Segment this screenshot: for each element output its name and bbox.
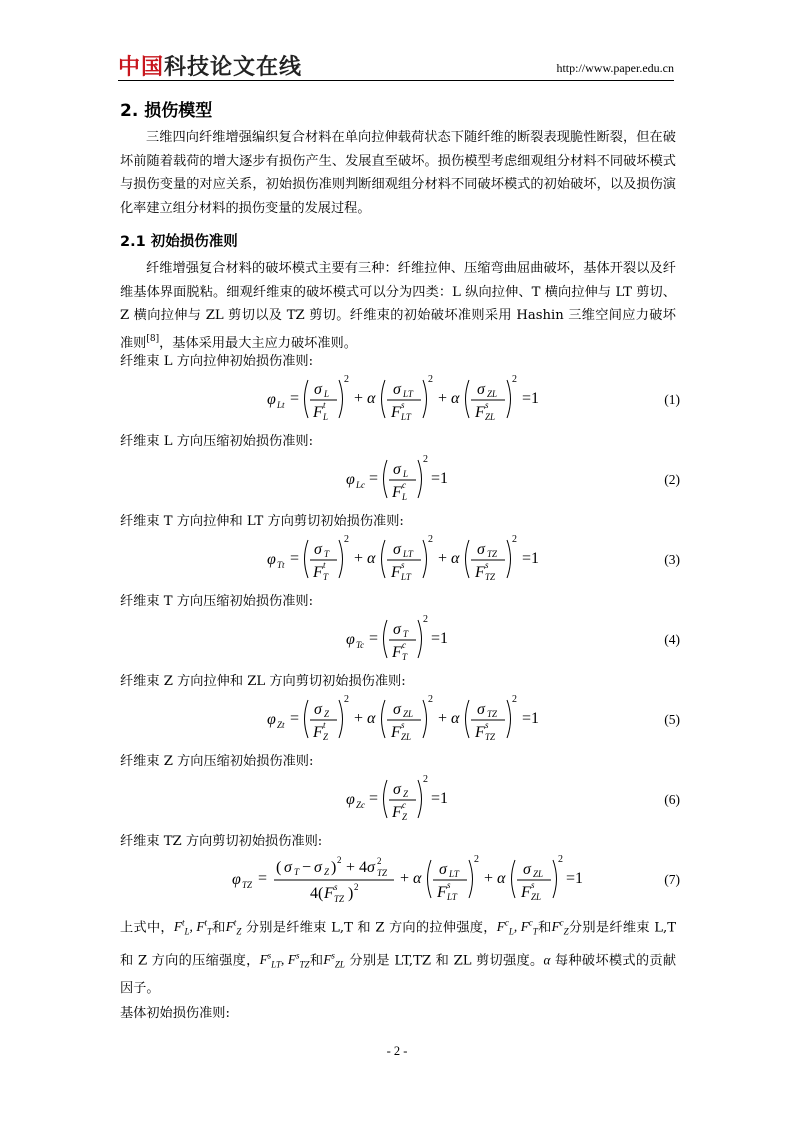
svg-text:2: 2 <box>512 374 517 385</box>
equation-3 <box>240 532 680 586</box>
svg-text:L: L <box>323 412 329 422</box>
svg-text:): ) <box>348 885 354 902</box>
symbol-compressive-strengths: $F^c_L$, $F^c_T$ <box>496 918 538 938</box>
logo-text-red: 中国 <box>118 55 165 80</box>
subsection-title: 2.1 初始损伤准则 <box>120 234 238 250</box>
svg-text:LT: LT <box>403 389 413 399</box>
equation-7-formula <box>232 852 584 908</box>
explanation-text-7: 模式的贡献因子。 <box>120 952 677 997</box>
svg-text:φ: φ <box>346 791 355 808</box>
svg-text:F: F <box>392 804 402 821</box>
svg-text:c: c <box>402 800 406 810</box>
svg-text:(: ( <box>276 859 282 876</box>
svg-text:ZL: ZL <box>531 892 542 902</box>
svg-text:Zc: Zc <box>356 800 365 810</box>
criterion-label-2: 纤维束 L 方向压缩初始损伤准则: <box>120 434 314 449</box>
svg-text:2: 2 <box>344 694 349 705</box>
criterion-label-4: 纤维束 T 方向压缩初始损伤准则: <box>120 594 314 609</box>
svg-text:+: + <box>354 390 364 407</box>
svg-text:2: 2 <box>428 374 433 385</box>
svg-text:s: s <box>401 400 405 410</box>
svg-text:Z: Z <box>403 789 409 799</box>
svg-text:ZL: ZL <box>533 869 544 879</box>
journal-logo <box>118 50 302 81</box>
equation-2 <box>240 452 680 506</box>
header-url[interactable]: http://www.paper.edu.cn <box>556 61 674 75</box>
svg-text:α: α <box>451 390 460 407</box>
svg-text:F: F <box>475 564 485 581</box>
svg-text:Z: Z <box>324 867 330 877</box>
equation-number-1: (1) <box>664 392 680 407</box>
svg-text:σ: σ <box>314 701 322 718</box>
svg-text:L: L <box>402 492 408 502</box>
svg-text:α: α <box>367 710 376 727</box>
svg-text:2: 2 <box>512 534 517 545</box>
explanation-text-4: 束 L,T 和 Z 方向的压缩强度， <box>120 920 677 968</box>
svg-text:+: + <box>354 710 364 727</box>
equation-1-formula <box>240 372 540 426</box>
symbol-alpha: α <box>543 951 551 967</box>
svg-text:α: α <box>367 390 376 407</box>
svg-text:Lc: Lc <box>356 480 365 490</box>
criterion-label-6: 纤维束 Z 方向压缩初始损伤准则: <box>120 754 314 769</box>
svg-text:σ: σ <box>393 701 401 718</box>
svg-text:ZL: ZL <box>485 412 496 422</box>
svg-text:F: F <box>437 884 447 901</box>
svg-text:α: α <box>497 870 506 887</box>
intro-paragraph: 三维四向纤维增强编织复合材料在单向拉伸载荷状态下随纤维的断裂表现脆性断裂，但在破坏前随着载荷的增大逐步有损伤产生、发展直至破坏。损伤模型考虑细观组分材料不同破坏模式与损伤变量的对应关系，初始损伤准则判断细观组分材料不同破坏模式的初始破坏，以及损伤演化率建立组分材料的损伤变量的发展过程。 <box>120 130 676 216</box>
explanation-text-2: 分别是纤维束 L,T 和 Z 方向的拉伸强度， <box>241 920 497 936</box>
svg-text:2: 2 <box>354 882 359 892</box>
svg-text:F: F <box>391 564 401 581</box>
and-word-1: 和 <box>211 920 226 936</box>
svg-text:): ) <box>331 859 337 876</box>
symbol-shear-zl: $F^s_{ZL}$ <box>323 950 345 970</box>
criterion-label-7: 纤维束 TZ 方向剪切初始损伤准则: <box>120 834 323 849</box>
svg-text:σ: σ <box>523 861 531 878</box>
svg-text:TZ: TZ <box>334 894 345 904</box>
svg-text:s: s <box>485 400 489 410</box>
svg-text:σ: σ <box>393 381 401 398</box>
section-title: 2. 损伤模型 <box>120 101 213 121</box>
svg-text:φ: φ <box>346 631 355 648</box>
equation-4-formula <box>240 612 480 666</box>
svg-text:=1: =1 <box>431 630 449 647</box>
equation-number-4: (4) <box>664 632 680 647</box>
svg-text:T: T <box>324 549 330 559</box>
criterion-label-1: 纤维束 L 方向拉伸初始损伤准则: <box>120 354 314 369</box>
explanation-text-1: 上式中， <box>120 920 174 936</box>
svg-text:Z: Z <box>323 732 329 742</box>
explanation-paragraph <box>120 912 676 1001</box>
svg-text:φ: φ <box>267 551 276 568</box>
svg-text:4(: 4( <box>310 885 324 902</box>
equation-6-formula <box>240 772 480 826</box>
svg-text:σ: σ <box>393 461 401 478</box>
svg-text:TZ: TZ <box>242 880 253 890</box>
svg-text:=: = <box>290 390 300 407</box>
svg-text:α: α <box>413 870 422 887</box>
svg-text:=: = <box>290 710 300 727</box>
svg-text:F: F <box>313 404 323 421</box>
svg-text:2: 2 <box>344 534 349 545</box>
svg-text:σ: σ <box>284 859 292 876</box>
svg-text:=1: =1 <box>566 870 584 887</box>
svg-text:F: F <box>391 724 401 741</box>
svg-text:=: = <box>369 790 379 807</box>
equation-5 <box>240 692 680 746</box>
equation-number-5: (5) <box>664 712 680 727</box>
svg-text:φ: φ <box>346 471 355 488</box>
svg-text:σ: σ <box>477 701 485 718</box>
equation-number-7: (7) <box>664 872 680 887</box>
svg-text:2: 2 <box>423 774 428 785</box>
svg-text:ZL: ZL <box>401 732 412 742</box>
svg-text:T: T <box>323 572 329 582</box>
paragraph-text: 纤维增强复合材料的破坏模式主要有三种：纤维拉伸、压缩弯曲屈曲破坏，基体开裂以及纤维基体界面脱粘。细观纤维束的破坏模式可以分为四类：L 纵向拉伸、T 横向拉伸与 LT 剪切、Z 横向拉伸与 ZL 剪切以及 TZ 剪切。纤维束的初始破坏准则采用 Hashin 三维空间应力破坏准则 <box>120 261 676 351</box>
symbol-tensile-z: $F^t_Z$ <box>225 918 242 938</box>
svg-text:LT: LT <box>401 572 411 582</box>
svg-text:σ: σ <box>314 381 322 398</box>
svg-text:σ: σ <box>393 621 401 638</box>
svg-text:TZ: TZ <box>487 549 498 559</box>
equation-7 <box>232 852 680 908</box>
svg-text:2: 2 <box>558 854 563 865</box>
svg-text:TZ: TZ <box>485 732 496 742</box>
svg-text:+: + <box>400 870 410 887</box>
svg-text:Z: Z <box>324 709 330 719</box>
svg-text:+: + <box>438 390 448 407</box>
svg-text:2: 2 <box>337 855 342 865</box>
symbol-compressive-z: $F^c_Z$ <box>551 918 569 938</box>
svg-text:σ: σ <box>367 859 375 876</box>
svg-text:TZ: TZ <box>377 868 388 878</box>
svg-text:T: T <box>294 867 300 877</box>
svg-text:T: T <box>402 652 408 662</box>
svg-text:=: = <box>369 470 379 487</box>
svg-text:+: + <box>484 870 494 887</box>
explanation-text-3: 分别是纤维 <box>568 920 637 936</box>
svg-text:=: = <box>258 870 268 887</box>
svg-text:=1: =1 <box>431 790 449 807</box>
svg-text:L: L <box>324 389 330 399</box>
paragraph-text-end: ，基体采用最大主应力破坏准则。 <box>159 335 357 351</box>
svg-text:σ: σ <box>439 861 447 878</box>
svg-text:σ: σ <box>314 859 322 876</box>
equation-3-formula <box>240 532 540 586</box>
svg-text:s: s <box>334 882 338 892</box>
svg-text:s: s <box>485 720 489 730</box>
svg-text:2: 2 <box>344 374 349 385</box>
explanation-text-6: 每种破坏 <box>550 952 609 968</box>
svg-text:t: t <box>323 720 326 730</box>
svg-text:α: α <box>451 550 460 567</box>
page-header <box>118 52 674 81</box>
svg-text:=1: =1 <box>522 390 540 407</box>
svg-text:2: 2 <box>428 534 433 545</box>
svg-text:2: 2 <box>428 694 433 705</box>
svg-text:s: s <box>401 560 405 570</box>
svg-text:2: 2 <box>474 854 479 865</box>
svg-text:t: t <box>323 400 326 410</box>
svg-text:LT: LT <box>449 869 459 879</box>
svg-text:+: + <box>438 710 448 727</box>
explanation-text-5: 分别是 LT,TZ 和 ZL 剪切强度。 <box>344 952 544 968</box>
svg-text:Tt: Tt <box>277 560 285 570</box>
svg-text:2: 2 <box>377 856 382 866</box>
svg-text:ZL: ZL <box>403 709 414 719</box>
equation-6 <box>240 772 680 826</box>
svg-text:α: α <box>451 710 460 727</box>
criterion-label-5: 纤维束 Z 方向拉伸和 ZL 方向剪切初始损伤准则: <box>120 674 406 689</box>
subsection-paragraph <box>120 257 676 355</box>
symbol-tensile-strengths: $F^t_L$, $F^t_T$ <box>173 918 212 938</box>
equation-5-formula <box>240 692 540 746</box>
svg-text:σ: σ <box>393 781 401 798</box>
svg-text:Z: Z <box>402 812 408 822</box>
svg-text:Lt: Lt <box>277 400 285 410</box>
svg-text:F: F <box>392 644 402 661</box>
criterion-label-3: 纤维束 T 方向拉伸和 LT 方向剪切初始损伤准则: <box>120 514 404 529</box>
svg-text:=1: =1 <box>522 550 540 567</box>
svg-text:ZL: ZL <box>487 389 498 399</box>
svg-text:2: 2 <box>423 454 428 465</box>
citation[interactable]: [8] <box>146 333 160 344</box>
svg-text:φ: φ <box>232 871 241 888</box>
svg-text:=: = <box>369 630 379 647</box>
svg-text:F: F <box>521 884 531 901</box>
svg-text:=: = <box>290 550 300 567</box>
svg-text:φ: φ <box>267 711 276 728</box>
svg-text:σ: σ <box>314 541 322 558</box>
svg-text:σ: σ <box>393 541 401 558</box>
svg-text:F: F <box>391 404 401 421</box>
svg-text:−: − <box>302 859 312 876</box>
svg-text:=1: =1 <box>522 710 540 727</box>
equation-1 <box>240 372 680 426</box>
matrix-criterion-label: 基体初始损伤准则: <box>120 1006 230 1021</box>
page-number: - 2 - <box>386 1044 408 1058</box>
svg-text:F: F <box>313 724 323 741</box>
and-word-3: 和 <box>309 952 324 968</box>
svg-text:c: c <box>402 480 406 490</box>
equation-number-6: (6) <box>664 792 680 807</box>
svg-text:c: c <box>402 640 406 650</box>
svg-text:F: F <box>475 404 485 421</box>
svg-text:LT: LT <box>403 549 413 559</box>
svg-text:s: s <box>531 880 535 890</box>
svg-text:F: F <box>475 724 485 741</box>
svg-text:φ: φ <box>267 391 276 408</box>
svg-text:2: 2 <box>512 694 517 705</box>
svg-text:Zt: Zt <box>277 720 285 730</box>
svg-text:s: s <box>485 560 489 570</box>
svg-text:s: s <box>401 720 405 730</box>
svg-text:F: F <box>392 484 402 501</box>
svg-text:TZ: TZ <box>485 572 496 582</box>
svg-text:+ 4: + 4 <box>346 859 368 876</box>
svg-text:σ: σ <box>477 541 485 558</box>
svg-text:2: 2 <box>423 614 428 625</box>
equation-number-2: (2) <box>664 472 680 487</box>
symbol-shear-strengths: $F^s_{LT}$, $F^s_{TZ}$ <box>259 950 310 970</box>
svg-text:T: T <box>403 629 409 639</box>
svg-text:LT: LT <box>447 892 457 902</box>
svg-text:F: F <box>324 885 334 902</box>
svg-text:L: L <box>403 469 409 479</box>
svg-text:t: t <box>323 560 326 570</box>
svg-text:+: + <box>354 550 364 567</box>
svg-text:=1: =1 <box>431 470 449 487</box>
equation-number-3: (3) <box>664 552 680 567</box>
svg-text:TZ: TZ <box>487 709 498 719</box>
and-word-2: 和 <box>537 920 552 936</box>
svg-text:LT: LT <box>401 412 411 422</box>
logo-text-dark: 科技论文在线 <box>164 55 303 80</box>
svg-text:σ: σ <box>477 381 485 398</box>
equation-2-formula <box>240 452 480 506</box>
equation-4 <box>240 612 680 666</box>
svg-text:Tc: Tc <box>356 640 365 650</box>
svg-text:s: s <box>447 880 451 890</box>
svg-text:+: + <box>438 550 448 567</box>
svg-text:α: α <box>367 550 376 567</box>
svg-text:F: F <box>313 564 323 581</box>
